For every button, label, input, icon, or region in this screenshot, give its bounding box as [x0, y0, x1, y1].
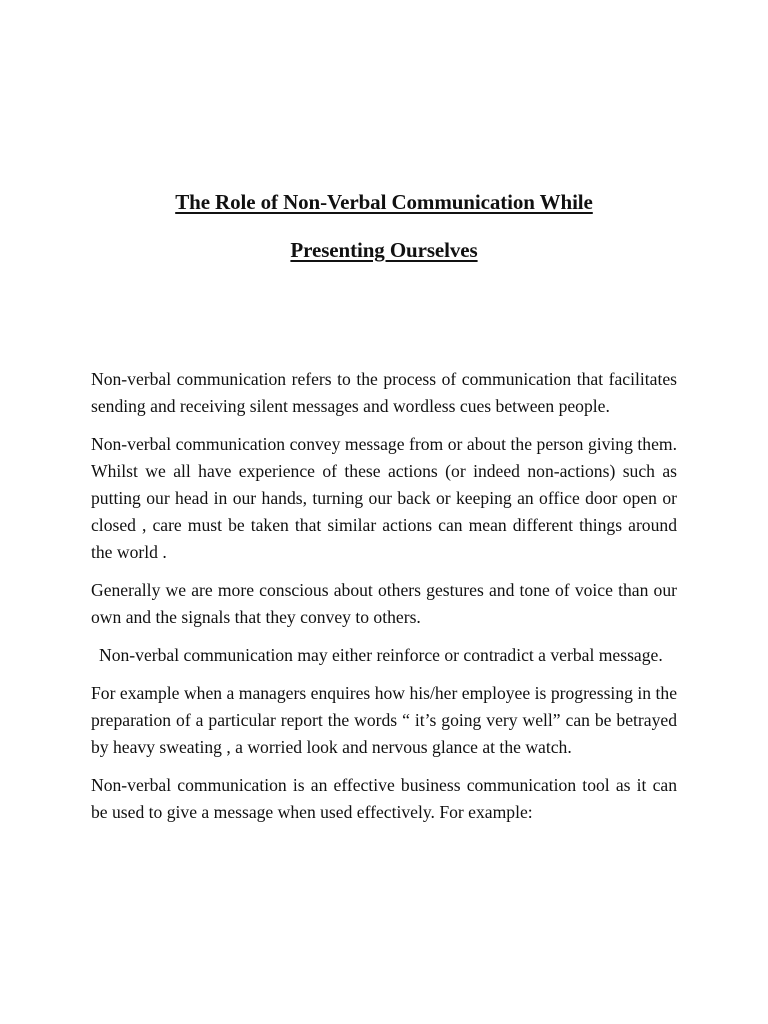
paragraph-reinforce: Non-verbal communication may either reinforce or contradict a verbal message.: [99, 645, 663, 665]
paragraph-convey-message: Non-verbal communication convey message from or about the person giving them. Whilst we all have experience of these actions (or indeed non-actions) such as putting our head in our hands, turning our back or keeping an office door open or closed , care must be taken that similar actions can mean different things around the world .: [91, 434, 677, 562]
paragraph-effective-tool: Non-verbal communication is an effective business communication tool as it can be used to give a message when used effectively. For example:: [91, 775, 677, 822]
paragraph-example-manager: For example when a managers enquires how his/her employee is progressing in the preparation of a particular report the words “ it’s going very well” can be betrayed by heavy sweating , a worried look and nervous glance at the watch.: [91, 683, 677, 757]
page-title-line-2: Presenting Ourselves: [290, 238, 478, 262]
paragraph-conscious: Generally we are more conscious about others gestures and tone of voice than our own and the signals that they convey to others.: [91, 580, 677, 627]
page-title-line-1: The Role of Non-Verbal Communication While: [175, 190, 593, 214]
body-text: [91, 366, 677, 837]
paragraph-definition: Non-verbal communication refers to the process of communication that facilitates sending and receiving silent messages and wordless cues between people.: [91, 369, 677, 416]
